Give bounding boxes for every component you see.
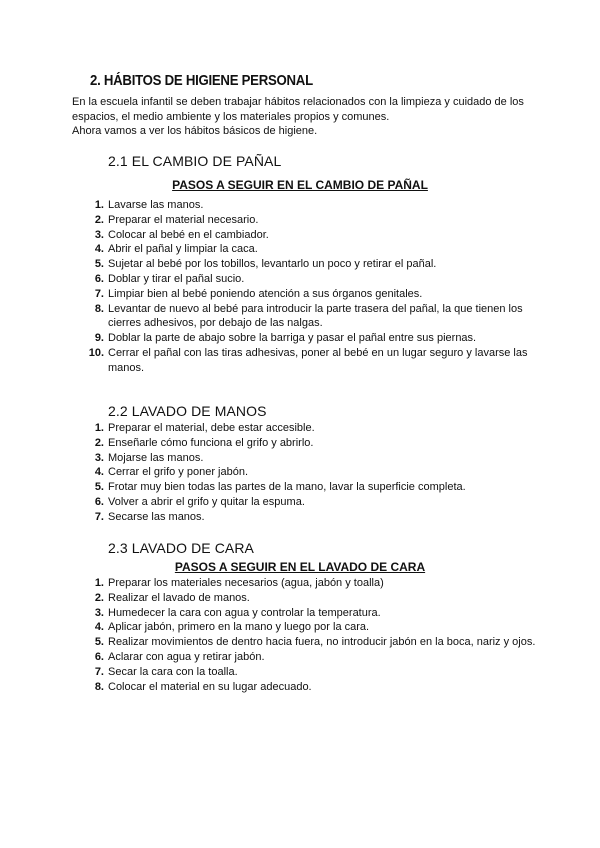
list-item bbox=[0, 451, 540, 466]
section-title-cambio-panal: 2.1 EL CAMBIO DE PAÑAL bbox=[108, 153, 282, 169]
step-text: Levantar de nuevo al bebé para introducir la parte trasera del pañal, la que tienen los cierres adhesivos, por debajo de las nalgas. bbox=[108, 302, 523, 330]
step-number: 5. bbox=[94, 481, 104, 494]
step-text: Preparar el material necesario. bbox=[108, 213, 259, 226]
step-number: 4. bbox=[94, 466, 104, 479]
step-text: Realizar movimientos de dentro hacia fuera, no introducir jabón en la boca, nariz y ojos. bbox=[108, 636, 536, 649]
step-text: Secarse las manos. bbox=[108, 510, 205, 523]
list-item bbox=[0, 287, 540, 302]
step-text: Cerrar el grifo y poner jabón. bbox=[108, 466, 249, 479]
step-number: 10. bbox=[88, 346, 104, 359]
list-item bbox=[0, 272, 540, 287]
step-text: Humedecer la cara con agua y controlar la temperatura. bbox=[108, 606, 381, 619]
step-text: Preparar el material, debe estar accesible. bbox=[108, 422, 315, 434]
step-text: Abrir el pañal y limpiar la caca. bbox=[108, 243, 258, 256]
step-text: Doblar y tirar el pañal sucio. bbox=[108, 272, 245, 285]
list-item bbox=[0, 606, 540, 621]
list-item bbox=[0, 650, 540, 665]
list-item bbox=[0, 257, 540, 272]
list-item bbox=[0, 591, 540, 606]
list-item bbox=[0, 421, 540, 436]
step-number: 1. bbox=[94, 422, 104, 434]
step-number: 2. bbox=[94, 213, 104, 226]
section-title-lavado-manos: 2.2 LAVADO DE MANOS bbox=[108, 403, 267, 419]
step-number: 5. bbox=[94, 258, 104, 271]
list-item bbox=[0, 620, 540, 635]
list-item bbox=[0, 480, 540, 495]
step-text: Enseñarle cómo funciona el grifo y abrirlo. bbox=[108, 436, 314, 449]
list-item bbox=[0, 346, 540, 376]
step-number: 7. bbox=[94, 510, 104, 523]
list-item bbox=[0, 198, 540, 213]
step-number: 3. bbox=[94, 451, 104, 464]
list-item bbox=[0, 495, 540, 510]
intro-paragraph bbox=[72, 95, 532, 139]
list-item bbox=[0, 510, 540, 525]
subheading-cambio-panal: PASOS A SEGUIR EN EL CAMBIO DE PAÑAL bbox=[172, 178, 428, 192]
step-text: Secar la cara con la toalla. bbox=[108, 665, 238, 678]
list-item bbox=[0, 576, 540, 591]
step-number: 4. bbox=[94, 621, 104, 634]
step-number: 2. bbox=[94, 436, 104, 449]
section-title-lavado-cara: 2.3 LAVADO DE CARA bbox=[108, 540, 254, 556]
step-text: Preparar los materiales necesarios (agua, jabón y toalla) bbox=[108, 577, 384, 589]
list-item bbox=[0, 465, 540, 480]
step-number: 8. bbox=[94, 302, 104, 315]
step-number: 4. bbox=[94, 243, 104, 256]
step-number: 2. bbox=[94, 591, 104, 604]
step-number: 7. bbox=[94, 665, 104, 678]
list-item bbox=[0, 331, 540, 346]
step-text: Aplicar jabón, primero en la mano y luego por la cara. bbox=[108, 621, 370, 634]
intro-text: En la escuela infantil se deben trabajar hábitos relacionados con la limpieza y cuidado de los espacios, el medio ambiente y los materiales propios y comunes. bbox=[72, 96, 524, 123]
step-number: 5. bbox=[94, 636, 104, 649]
list-item bbox=[0, 436, 540, 451]
intro-text: Ahora vamos a ver los hábitos básicos de higiene. bbox=[72, 125, 318, 137]
step-text: Colocar el material en su lugar adecuado. bbox=[108, 680, 312, 693]
step-text: Limpiar bien al bebé poniendo atención a sus órganos genitales. bbox=[108, 287, 423, 300]
steps-list-lavado-cara bbox=[0, 576, 540, 694]
list-item bbox=[0, 228, 540, 243]
step-number: 3. bbox=[94, 606, 104, 619]
step-number: 1. bbox=[94, 577, 104, 589]
step-text: Cerrar el pañal con las tiras adhesivas, poner al bebé en un lugar seguro y lavarse las manos. bbox=[108, 346, 528, 374]
step-text: Lavarse las manos. bbox=[108, 199, 204, 211]
steps-list-lavado-manos bbox=[0, 421, 540, 525]
step-text: Frotar muy bien todas las partes de la mano, lavar la superficie completa. bbox=[108, 481, 466, 494]
step-number: 7. bbox=[94, 287, 104, 300]
list-item bbox=[0, 680, 540, 695]
page-title: 2. HÁBITOS DE HIGIENE PERSONAL bbox=[90, 72, 313, 89]
subheading-lavado-cara: PASOS A SEGUIR EN EL LAVADO DE CARA bbox=[174, 560, 426, 574]
steps-list-cambio-panal bbox=[0, 198, 540, 376]
list-item bbox=[0, 242, 540, 257]
step-number: 9. bbox=[94, 332, 104, 345]
step-text: Mojarse las manos. bbox=[108, 451, 204, 464]
step-text: Doblar la parte de abajo sobre la barriga y pasar el pañal entre sus piernas. bbox=[108, 332, 477, 345]
step-text: Sujetar al bebé por los tobillos, levantarlo un poco y retirar el pañal. bbox=[108, 258, 437, 271]
step-text: Volver a abrir el grifo y quitar la espuma. bbox=[108, 495, 305, 508]
step-number: 8. bbox=[94, 680, 104, 693]
step-text: Colocar al bebé en el cambiador. bbox=[108, 228, 269, 241]
step-number: 6. bbox=[94, 495, 104, 508]
step-number: 6. bbox=[94, 272, 104, 285]
list-item bbox=[0, 213, 540, 228]
step-number: 1. bbox=[94, 199, 104, 211]
list-item bbox=[0, 635, 540, 650]
step-text: Aclarar con agua y retirar jabón. bbox=[108, 650, 265, 663]
list-item bbox=[0, 302, 540, 332]
step-text: Realizar el lavado de manos. bbox=[108, 591, 250, 604]
step-number: 3. bbox=[94, 228, 104, 241]
list-item bbox=[0, 665, 540, 680]
step-number: 6. bbox=[94, 650, 104, 663]
